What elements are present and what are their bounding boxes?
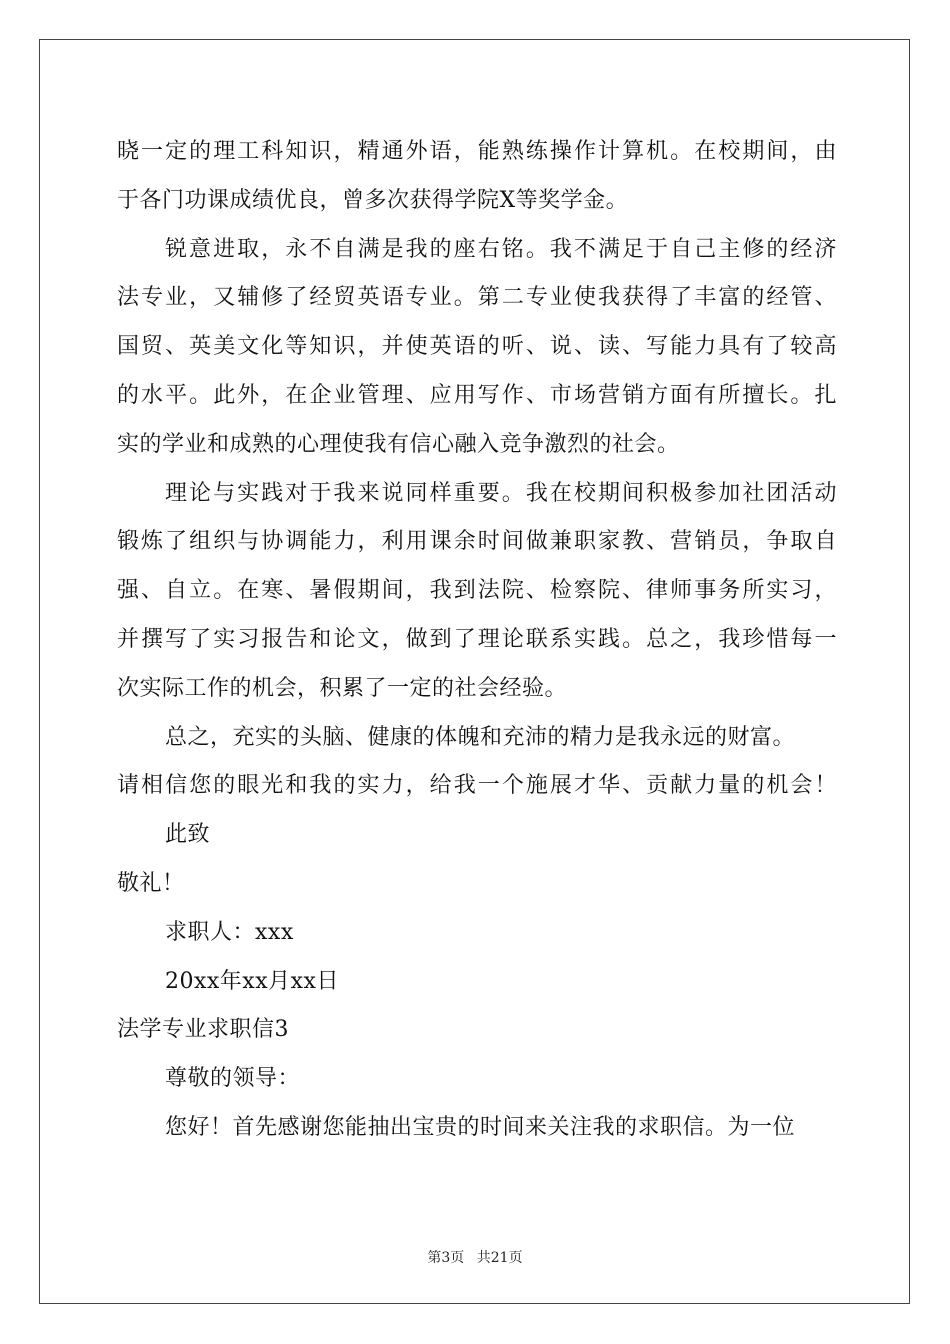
- text-line: 强、自立。在寒、暑假期间，我到法院、检察院、律师事务所实习，: [117, 578, 837, 604]
- text-line: 晓一定的理工科知识，精通外语，能熟练操作计算机。在校期间，由: [117, 139, 837, 164]
- text-line: 国贸、英美文化等知识，并使英语的听、说、读、写能力具有了较高: [117, 334, 837, 360]
- text-line: 次实际工作的机会，积累了一定的社会经验。: [117, 675, 568, 701]
- page-total: 共21页: [476, 1250, 523, 1266]
- text-line: 理论与实践对于我来说同样重要。我在校期间积极参加社团活动: [165, 480, 837, 506]
- closing-salutation: 此致: [165, 822, 211, 848]
- text-line: 请相信您的眼光和我的实力，给我一个施展才华、贡献力量的机会！: [117, 773, 837, 799]
- signature-date: 20xx年xx月xx日: [165, 968, 339, 994]
- text-line: 锐意进取，永不自满是我的座右铭。我不满足于自己主修的经济: [165, 236, 837, 262]
- page-footer: [0, 1247, 950, 1267]
- page-number: 第3页: [427, 1250, 465, 1266]
- document-body: [117, 128, 837, 1153]
- text-line: 您好！首先感谢您能抽出宝贵的时间来关注我的求职信。为一位: [165, 1114, 796, 1140]
- section-heading: 法学专业求职信3: [117, 1017, 289, 1043]
- text-line: 于各门功课成绩优良，曾多次获得学院X等奖学金。: [117, 187, 629, 213]
- signature-applicant: 求职人：xxx: [165, 919, 294, 945]
- text-line: 锻炼了组织与协调能力，利用课余时间做兼职家教、营销员，争取自: [117, 529, 837, 555]
- greeting: 尊敬的领导：: [165, 1066, 301, 1092]
- closing-regards: 敬礼！: [117, 870, 185, 896]
- text-line: 法专业，又辅修了经贸英语专业。第二专业使我获得了丰富的经管、: [117, 285, 837, 311]
- text-line: 实的学业和成熟的心理使我有信心融入竞争激烈的社会。: [117, 431, 680, 457]
- text-line: 并撰写了实习报告和论文，做到了理论联系实践。总之，我珍惜每一: [117, 626, 837, 652]
- text-line: 总之，充实的头脑、健康的体魄和充沛的精力是我永远的财富。: [165, 724, 796, 750]
- text-line: 的水平。此外，在企业管理、应用写作、市场营销方面有所擅长。扎: [117, 382, 837, 408]
